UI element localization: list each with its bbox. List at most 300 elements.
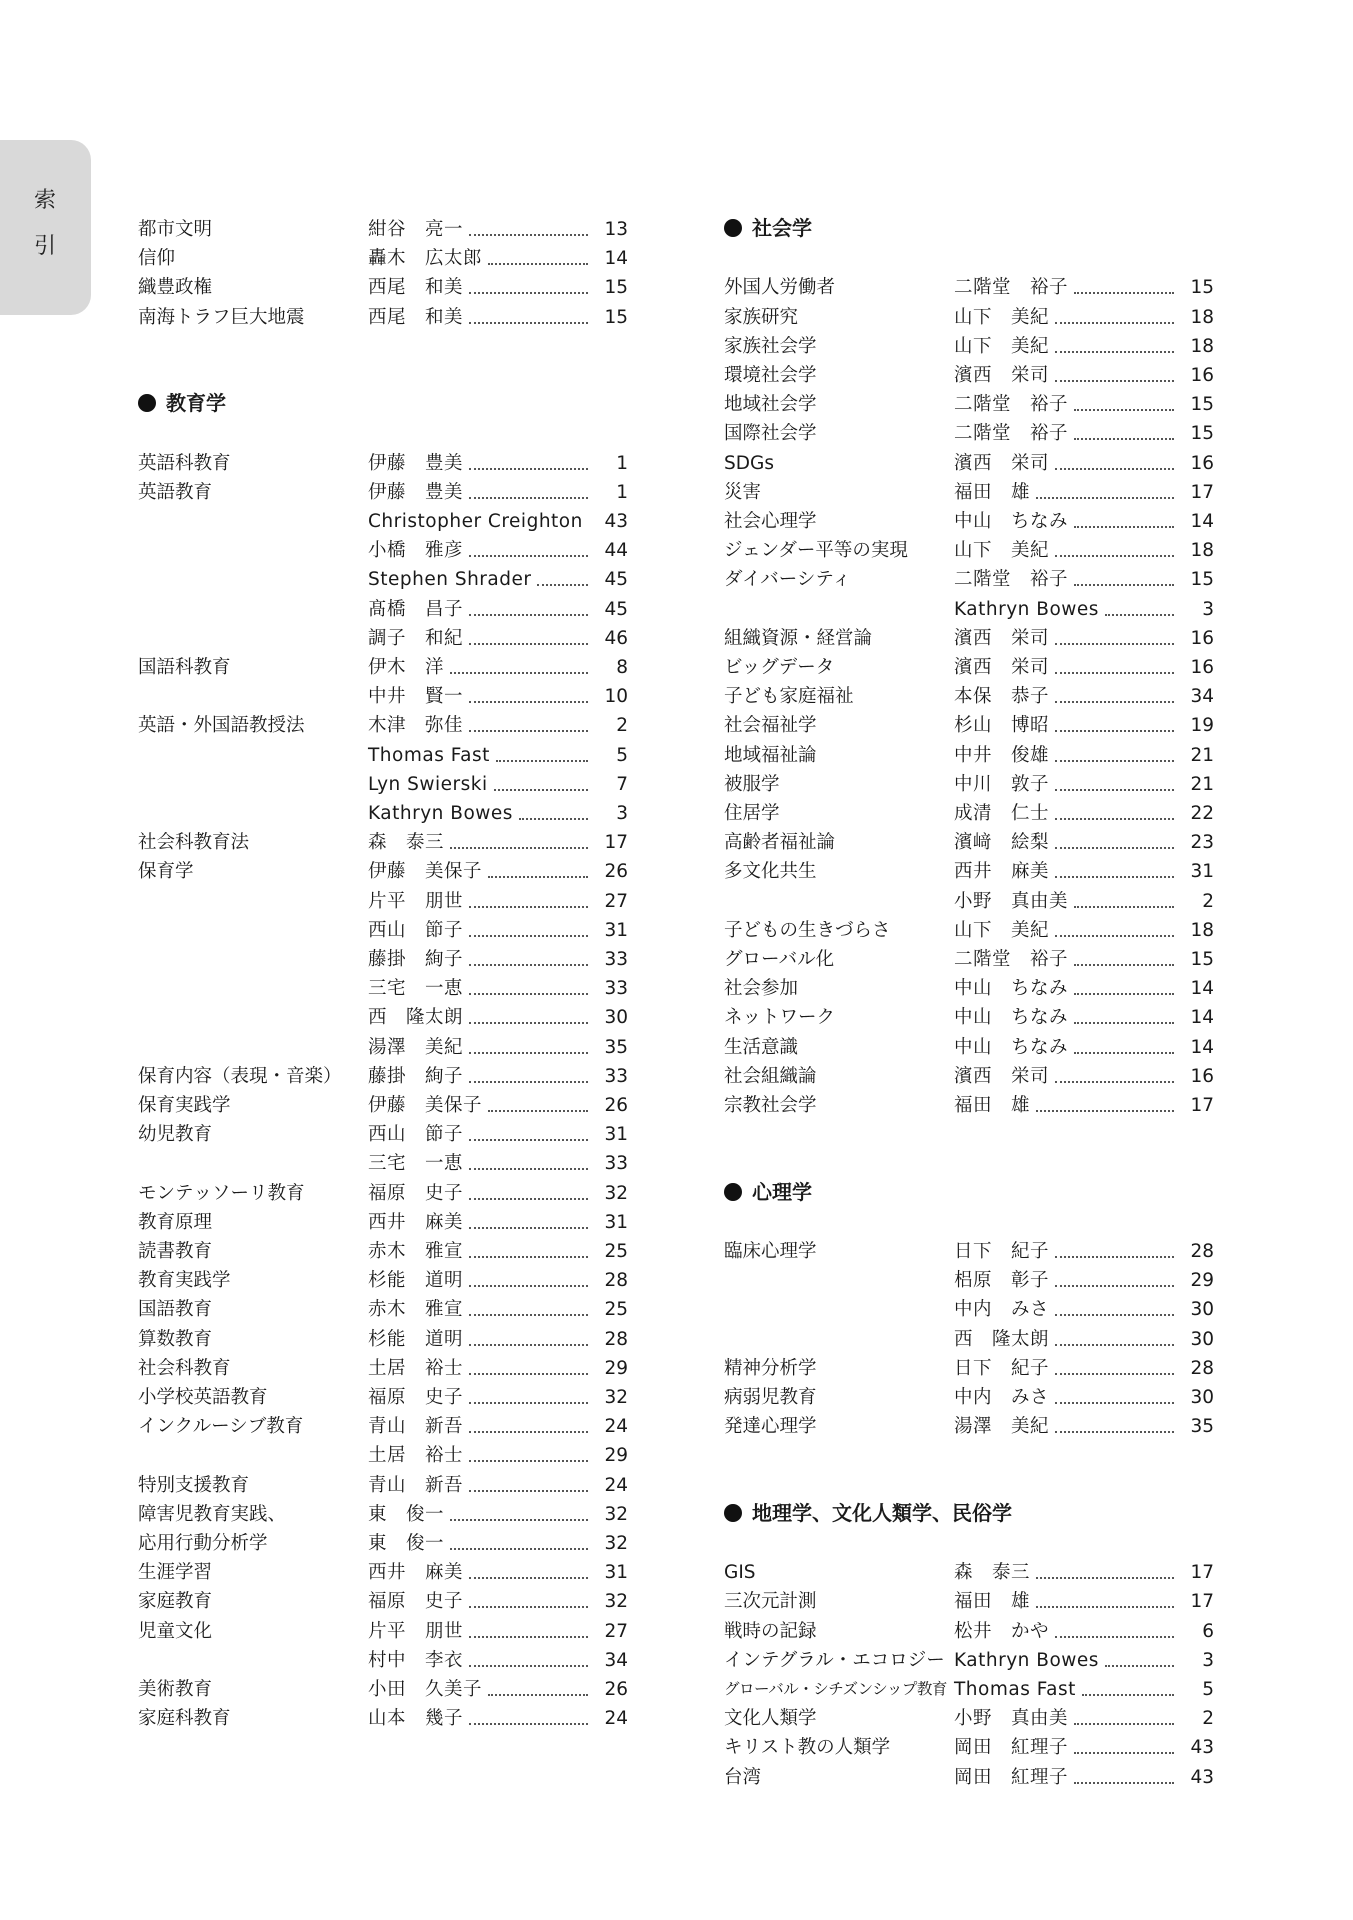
leader-dots <box>469 1168 588 1170</box>
leader-dots <box>469 1314 588 1316</box>
leader-dots <box>494 789 588 791</box>
index-page-number: 24 <box>604 1708 628 1730</box>
index-page-number: 14 <box>1190 511 1214 532</box>
leader-dots <box>1055 643 1174 645</box>
index-entry <box>724 1646 1214 1675</box>
index-page-number: 32 <box>604 1533 628 1554</box>
index-page-number: 28 <box>1190 1241 1214 1262</box>
leader-dots <box>1105 614 1174 616</box>
index-page-number: 10 <box>604 686 628 708</box>
index-page-number: 33 <box>604 949 628 970</box>
index-term: インクルーシブ教育 <box>138 1416 304 1438</box>
index-term: 戦時の記録 <box>724 1620 817 1642</box>
leader-dots <box>469 614 588 616</box>
leader-dots <box>469 1431 588 1433</box>
index-page-number: 24 <box>604 1416 628 1438</box>
index-term: 社会参加 <box>724 978 799 1000</box>
index-author: Kathryn Bowes <box>954 598 1099 620</box>
index-page-number: 31 <box>604 1211 628 1233</box>
index-entry <box>724 1091 1214 1120</box>
index-page-number: 8 <box>616 657 628 678</box>
leader-dots <box>1055 1431 1174 1433</box>
leader-dots <box>1074 1052 1174 1054</box>
index-page-number: 29 <box>604 1357 628 1379</box>
index-author: 青山 新吾 <box>368 1416 464 1438</box>
leader-dots <box>1074 409 1174 411</box>
index-term: ネットワーク <box>724 1007 836 1029</box>
index-term: 社会心理学 <box>724 511 817 532</box>
leader-dots <box>1055 1373 1174 1375</box>
section-heading-text: 心理学 <box>752 1179 812 1204</box>
index-page-number: 25 <box>604 1299 628 1321</box>
leader-dots <box>1036 497 1174 499</box>
index-term: 障害児教育実践、 <box>138 1503 287 1525</box>
index-entry <box>724 741 1214 770</box>
index-author: 伊藤 豊美 <box>368 452 464 474</box>
index-entry <box>138 244 628 273</box>
index-term: 災害 <box>724 481 762 503</box>
index-author: 村中 李衣 <box>368 1649 464 1671</box>
index-term: 社会福祉学 <box>724 715 817 737</box>
index-author: 小野 真由美 <box>954 1708 1069 1730</box>
index-page-number: 32 <box>604 1387 628 1408</box>
index-author: 成清 仁士 <box>954 803 1050 824</box>
index-page-number: 35 <box>1190 1416 1214 1438</box>
leader-dots <box>469 497 588 499</box>
index-term: 織豊政権 <box>138 277 213 299</box>
index-entry <box>138 536 628 565</box>
section-heading-text: 地理学、文化人類学、民俗学 <box>752 1500 1012 1525</box>
index-entry <box>724 565 1214 594</box>
index-entry <box>138 1383 628 1412</box>
index-term: ダイバーシティ <box>724 569 851 591</box>
index-term: 国語教育 <box>138 1299 213 1321</box>
index-author: 岡田 紅理子 <box>954 1766 1069 1788</box>
index-page-number: 3 <box>616 803 628 824</box>
index-entry <box>724 507 1214 536</box>
index-page-number: 31 <box>1190 861 1214 883</box>
index-page-number: 34 <box>604 1649 628 1671</box>
index-term: グローバル・シチズンシップ教育 <box>724 1680 947 1698</box>
index-author: 湯澤 美紀 <box>954 1416 1050 1438</box>
index-term: 都市文明 <box>138 219 213 240</box>
index-author: 中川 敦子 <box>954 773 1050 795</box>
index-term: 保育内容（表現・音楽） <box>138 1065 342 1087</box>
index-term: 発達心理学 <box>724 1416 817 1438</box>
index-page-number: 16 <box>1190 1065 1214 1087</box>
leader-dots <box>1074 993 1174 995</box>
leader-dots <box>469 1344 588 1346</box>
index-entry <box>138 1646 628 1675</box>
leader-dots <box>1105 1665 1174 1667</box>
index-page-number: 17 <box>604 832 628 854</box>
leader-dots <box>1074 964 1174 966</box>
index-term: 教育実践学 <box>138 1270 231 1292</box>
index-page-number: 5 <box>616 744 628 766</box>
index-entry <box>724 1383 1214 1412</box>
index-author: 福原 史子 <box>368 1591 464 1613</box>
index-page-number: 3 <box>1202 1649 1214 1671</box>
index-entry <box>138 1091 628 1120</box>
index-page-number: 29 <box>604 1445 628 1467</box>
leader-dots <box>1036 1577 1174 1579</box>
index-term: 地域福祉論 <box>724 744 817 766</box>
leader-dots <box>469 906 588 908</box>
leader-dots <box>469 1081 588 1083</box>
index-entry <box>724 916 1214 945</box>
leader-dots <box>1055 1314 1174 1316</box>
index-author: 濱西 栄司 <box>954 452 1050 474</box>
index-page-number: 29 <box>1190 1270 1214 1292</box>
index-entry <box>724 449 1214 478</box>
leader-dots <box>469 468 588 470</box>
index-page-number: 14 <box>1190 978 1214 1000</box>
index-page-number: 30 <box>1190 1387 1214 1408</box>
index-page-number: 24 <box>604 1474 628 1496</box>
leader-dots <box>1074 1752 1174 1754</box>
index-author: 小田 久美子 <box>368 1679 483 1700</box>
index-author: 濱西 栄司 <box>954 365 1050 386</box>
index-author: 西 隆太朗 <box>368 1007 464 1029</box>
index-term: 地域社会学 <box>724 394 817 416</box>
index-author: 土居 裕士 <box>368 1357 464 1379</box>
index-author: 山本 幾子 <box>368 1708 464 1730</box>
index-author: 二階堂 裕子 <box>954 394 1069 416</box>
index-page-number: 17 <box>1190 1591 1214 1613</box>
leader-dots <box>1055 935 1174 937</box>
index-entry <box>724 770 1214 799</box>
index-term: 国語科教育 <box>138 657 231 678</box>
index-term: 社会科教育 <box>138 1357 231 1379</box>
index-page-number: 26 <box>604 1679 628 1700</box>
leader-dots <box>469 993 588 995</box>
index-entry <box>138 770 628 799</box>
leader-dots <box>1074 584 1174 586</box>
index-author: 三宅 一恵 <box>368 978 464 1000</box>
leader-dots <box>519 818 588 820</box>
index-entry <box>138 887 628 916</box>
leader-dots <box>1074 526 1174 528</box>
index-author: 伊藤 豊美 <box>368 481 464 503</box>
index-term: 家庭科教育 <box>138 1708 231 1730</box>
index-author: Kathryn Bowes <box>368 803 513 824</box>
index-entry <box>138 1441 628 1470</box>
index-page-number: 15 <box>1190 277 1214 299</box>
index-entry <box>724 1266 1214 1295</box>
index-entry <box>724 1587 1214 1616</box>
leader-dots <box>469 643 588 645</box>
index-author: 西尾 和美 <box>368 306 464 328</box>
index-page-number: 26 <box>604 861 628 883</box>
index-page-number: 21 <box>1190 773 1214 795</box>
index-page-number: 3 <box>1202 598 1214 620</box>
section-heading-text: 社会学 <box>752 216 812 240</box>
index-page-number: 18 <box>1190 306 1214 328</box>
index-entry <box>138 1471 628 1500</box>
index-author: 赤木 雅宣 <box>368 1241 464 1262</box>
index-author: 濱﨑 絵梨 <box>954 832 1050 854</box>
index-author: 杉山 博昭 <box>954 715 1050 737</box>
leader-dots <box>469 1285 588 1287</box>
leader-dots <box>537 584 588 586</box>
leader-dots <box>1055 322 1174 324</box>
leader-dots <box>469 322 588 324</box>
index-author: 二階堂 裕子 <box>954 277 1069 299</box>
index-page-number: 15 <box>1190 569 1214 591</box>
index-entry <box>138 1354 628 1383</box>
index-page-number: 23 <box>1190 832 1214 854</box>
index-author: 小野 真由美 <box>954 890 1069 912</box>
leader-dots <box>469 935 588 937</box>
index-author: 岡田 紅理子 <box>954 1737 1069 1759</box>
index-entry <box>724 1733 1214 1762</box>
index-author: 西尾 和美 <box>368 277 464 299</box>
index-entry <box>138 1120 628 1149</box>
index-page-number: 15 <box>604 277 628 299</box>
index-entry <box>138 215 628 244</box>
index-term: 三次元計測 <box>724 1591 817 1613</box>
index-author: 山下 美紀 <box>954 306 1050 328</box>
index-author: 藤掛 絢子 <box>368 1065 464 1087</box>
leader-dots <box>488 263 588 265</box>
leader-dots <box>469 1139 588 1141</box>
section-heading <box>138 388 226 418</box>
index-page-number: 30 <box>604 1007 628 1029</box>
index-page-number: 44 <box>604 540 628 562</box>
section-heading-text: 教育学 <box>166 391 226 416</box>
index-page-number: 16 <box>1190 452 1214 474</box>
index-page-number: 16 <box>1190 627 1214 649</box>
leader-dots <box>1055 1344 1174 1346</box>
index-term: 特別支援教育 <box>138 1474 250 1496</box>
leader-dots <box>1055 1256 1174 1258</box>
index-author: 伊藤 美保子 <box>368 1095 483 1116</box>
index-author: 日下 紀子 <box>954 1241 1050 1262</box>
index-entry <box>138 1003 628 1032</box>
index-term: 精神分析学 <box>724 1357 817 1379</box>
index-author: 東 俊一 <box>368 1533 445 1554</box>
index-author: 中井 賢一 <box>368 686 464 708</box>
index-author: 杉能 道明 <box>368 1328 464 1350</box>
index-entry <box>138 303 628 332</box>
index-entry <box>138 478 628 507</box>
index-page-number: 27 <box>604 890 628 912</box>
leader-dots <box>1055 760 1174 762</box>
index-author: 土居 裕士 <box>368 1445 464 1467</box>
index-term: 小学校英語教育 <box>138 1387 268 1408</box>
leader-dots <box>469 1256 588 1258</box>
index-page-number: 45 <box>604 598 628 620</box>
index-author: 中山 ちなみ <box>954 1007 1069 1029</box>
index-author: 轟木 広太郎 <box>368 248 483 270</box>
index-author: 濱西 栄司 <box>954 657 1050 678</box>
index-author: 紺谷 亮一 <box>368 219 464 240</box>
index-entry <box>138 595 628 624</box>
index-author: 山下 美紀 <box>954 919 1050 941</box>
index-page-number: 15 <box>1190 949 1214 970</box>
index-page-number: 28 <box>1190 1357 1214 1379</box>
index-page-number: 5 <box>1202 1679 1214 1700</box>
leader-dots <box>1074 1022 1174 1024</box>
index-term: 環境社会学 <box>724 365 817 386</box>
index-author: 森 泰三 <box>954 1562 1031 1584</box>
section-heading <box>724 1498 1012 1528</box>
index-entry <box>138 741 628 770</box>
index-entry <box>724 857 1214 886</box>
index-author: 福田 雄 <box>954 481 1031 503</box>
index-entry <box>724 1062 1214 1091</box>
index-term: 外国人労働者 <box>724 277 836 299</box>
index-author: Christopher Creighton <box>368 511 583 532</box>
index-page-number: 18 <box>1190 919 1214 941</box>
leader-dots <box>469 1606 588 1608</box>
index-entry <box>138 1500 628 1529</box>
index-term: GIS <box>724 1562 756 1584</box>
index-author: 中山 ちなみ <box>954 511 1069 532</box>
index-term: 算数教育 <box>138 1328 213 1350</box>
leader-dots <box>469 1198 588 1200</box>
index-page-number: 33 <box>604 1065 628 1087</box>
index-page-number: 33 <box>604 978 628 1000</box>
index-author: 湯澤 美紀 <box>368 1036 464 1058</box>
index-entry <box>138 653 628 682</box>
index-author: 梠原 彰子 <box>954 1270 1050 1292</box>
index-page-number: 15 <box>1190 423 1214 445</box>
index-entry <box>724 1033 1214 1062</box>
index-entry <box>138 1704 628 1733</box>
leader-dots <box>469 1460 588 1462</box>
index-entry <box>138 624 628 653</box>
index-entry <box>724 974 1214 1003</box>
index-author: Stephen Shrader <box>368 569 532 591</box>
leader-dots <box>1055 1636 1174 1638</box>
index-author: 調子 和紀 <box>368 627 464 649</box>
index-author: 髙橋 昌子 <box>368 598 464 620</box>
index-author: 福原 史子 <box>368 1387 464 1408</box>
index-term: グローバル化 <box>724 949 835 970</box>
index-term: 英語科教育 <box>138 452 231 474</box>
index-entry <box>724 332 1214 361</box>
index-author: 東 俊一 <box>368 1503 445 1525</box>
leader-dots <box>1082 1694 1174 1696</box>
index-page-number: 2 <box>1202 1708 1214 1730</box>
index-term: 読書教育 <box>138 1241 213 1262</box>
side-tab-char-1: 索 <box>33 188 56 213</box>
index-term: 英語・外国語教授法 <box>138 715 305 737</box>
leader-dots <box>1055 351 1174 353</box>
leader-dots <box>488 876 588 878</box>
index-entry <box>138 1558 628 1587</box>
leader-dots <box>1055 380 1174 382</box>
index-author: Lyn Swierski <box>368 773 488 795</box>
index-entry <box>724 624 1214 653</box>
index-entry <box>724 887 1214 916</box>
index-author: Thomas Fast <box>954 1679 1076 1700</box>
index-entry <box>138 273 628 302</box>
leader-dots <box>1036 1606 1174 1608</box>
index-author: 中井 俊雄 <box>954 744 1050 766</box>
index-entry <box>138 1295 628 1324</box>
bullet-icon <box>138 394 156 412</box>
leader-dots <box>469 1022 588 1024</box>
index-term: 子どもの生きづらさ <box>724 919 891 941</box>
index-entry <box>138 1675 628 1704</box>
index-page-number: 14 <box>1190 1007 1214 1029</box>
index-entry <box>138 945 628 974</box>
leader-dots <box>469 964 588 966</box>
leader-dots <box>1074 438 1174 440</box>
index-term: モンテッソーリ教育 <box>138 1182 305 1204</box>
index-entry <box>724 536 1214 565</box>
index-entry <box>138 1149 628 1178</box>
index-term: 児童文化 <box>138 1620 213 1642</box>
leader-dots <box>469 1577 588 1579</box>
index-author: Thomas Fast <box>368 744 490 766</box>
leader-dots <box>469 292 588 294</box>
index-term: SDGs <box>724 452 774 474</box>
index-page-number: 2 <box>616 715 628 737</box>
index-term: 教育原理 <box>138 1211 213 1233</box>
leader-dots <box>1055 1081 1174 1083</box>
leader-dots <box>469 1490 588 1492</box>
leader-dots <box>1055 555 1174 557</box>
index-term: 保育学 <box>138 861 194 883</box>
index-page-number: 17 <box>1190 1562 1214 1584</box>
index-author: 本保 恭子 <box>954 686 1050 708</box>
index-author: 杉能 道明 <box>368 1270 464 1292</box>
index-page-number: 33 <box>604 1153 628 1175</box>
index-entry <box>724 828 1214 857</box>
leader-dots <box>469 1373 588 1375</box>
index-entry <box>724 1237 1214 1266</box>
index-page-number: 19 <box>1190 715 1214 737</box>
index-term: 英語教育 <box>138 481 213 503</box>
index-entry <box>138 507 628 536</box>
index-page-number: 43 <box>1190 1737 1214 1759</box>
index-page-number: 18 <box>1190 335 1214 357</box>
leader-dots <box>469 1665 588 1667</box>
leader-dots <box>450 672 588 674</box>
index-author: 濱西 栄司 <box>954 627 1050 649</box>
index-page-number: 17 <box>1190 1095 1214 1116</box>
index-side-tab <box>0 140 91 315</box>
leader-dots <box>1055 818 1174 820</box>
index-entry <box>138 711 628 740</box>
index-term: 被服学 <box>724 773 780 795</box>
index-author: 片平 朋世 <box>368 890 464 912</box>
index-entry <box>724 361 1214 390</box>
index-page-number: 31 <box>604 1562 628 1584</box>
index-term: 家族社会学 <box>724 335 817 357</box>
index-entry <box>724 1325 1214 1354</box>
leader-dots <box>1074 1782 1174 1784</box>
index-page-number: 18 <box>1190 540 1214 562</box>
leader-dots <box>496 760 588 762</box>
index-page-number: 43 <box>1190 1766 1214 1788</box>
index-entry <box>724 1558 1214 1587</box>
leader-dots <box>1074 1723 1174 1725</box>
index-author: 西井 麻美 <box>954 861 1050 883</box>
leader-dots <box>1055 468 1174 470</box>
bullet-icon <box>724 219 742 237</box>
index-page-number: 30 <box>1190 1328 1214 1350</box>
leader-dots <box>450 1519 588 1521</box>
index-author: 二階堂 裕子 <box>954 949 1069 970</box>
leader-dots <box>1055 876 1174 878</box>
leader-dots <box>488 1110 588 1112</box>
index-term: 住居学 <box>724 803 780 824</box>
leader-dots <box>1055 701 1174 703</box>
